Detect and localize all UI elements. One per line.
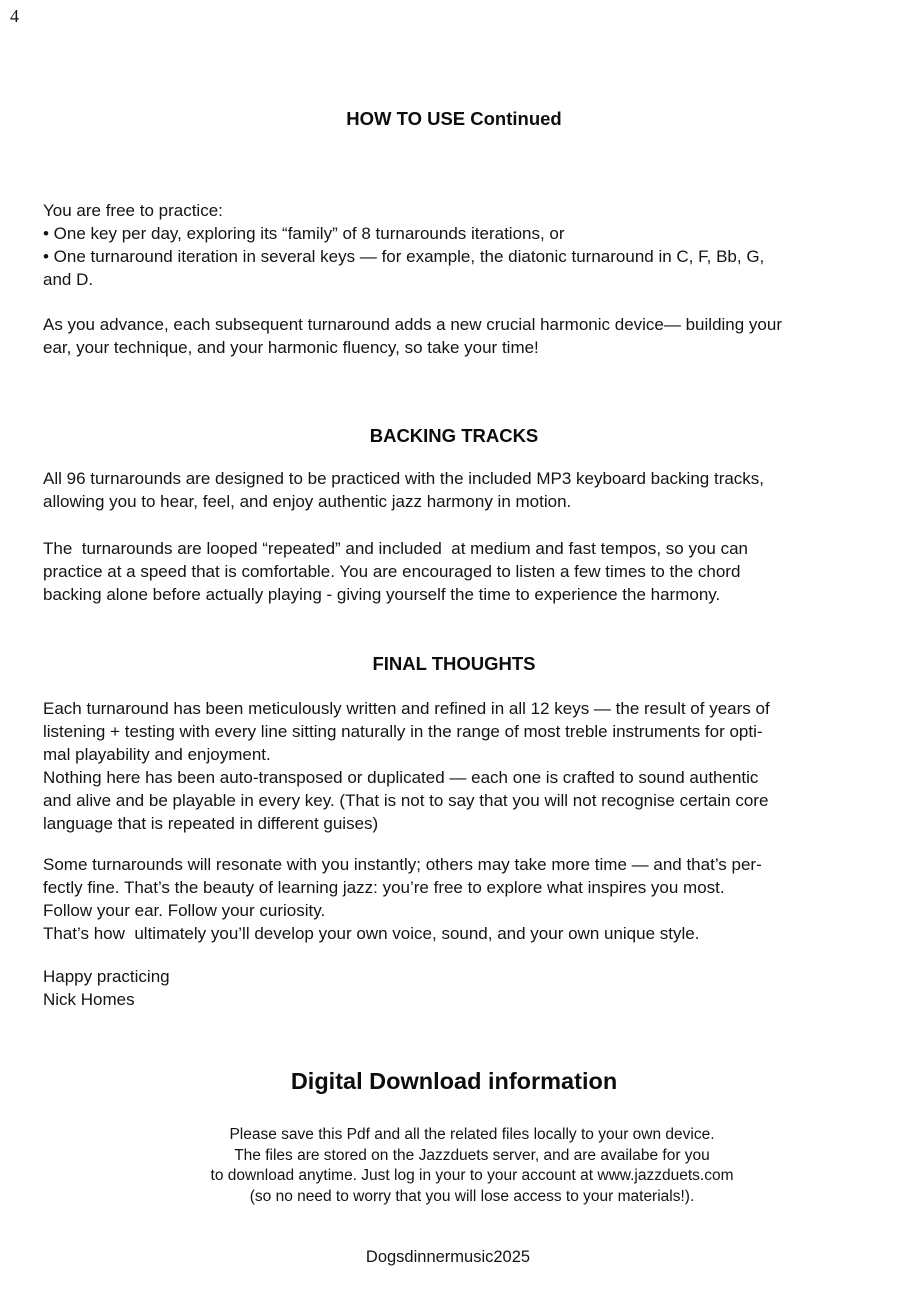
paragraph-advance	[43, 313, 782, 359]
text-line: Follow your ear. Follow your curiosity.	[43, 901, 326, 920]
text-line: The turnarounds are looped “repeated” and included at medium and fast tempos, so you can	[43, 539, 748, 558]
paragraph-download-info	[38, 1125, 906, 1208]
paragraph-backing-tracks-2	[43, 537, 748, 606]
paragraph-final-thoughts-2	[43, 853, 762, 945]
text-line: Please save this Pdf and all the related files locally to your own device.	[229, 1126, 715, 1143]
bullet-line: • One key per day, exploring its “family” of 8 turnarounds iterations, or	[43, 224, 565, 243]
text-line: mal playability and enjoyment.	[43, 745, 271, 764]
section-heading-digital-download: Digital Download information	[290, 1068, 618, 1094]
footer-text: Dogsdinnermusic2025	[365, 1248, 531, 1266]
text-line: language that is repeated in different guises)	[43, 814, 379, 833]
text-line: practice at a speed that is comfortable. You are encouraged to listen a few times to the chord	[43, 562, 741, 581]
text-line: Each turnaround has been meticulously written and refined in all 12 keys — the result of years of	[43, 699, 770, 718]
text-line: Nothing here has been auto-transposed or duplicated — each one is crafted to sound authentic	[43, 768, 759, 787]
author-name: Nick Homes	[43, 990, 135, 1009]
text-line: That’s how ultimately you’ll develop your own voice, sound, and your own unique style.	[43, 924, 700, 943]
page-number: 4	[10, 6, 19, 26]
text-line: The files are stored on the Jazzduets server, and are availabe for you	[234, 1146, 710, 1164]
text-line: and D.	[43, 270, 94, 289]
text-line: ear, your technique, and your harmonic fluency, so take your time!	[43, 338, 539, 357]
paragraph-backing-tracks-1	[43, 467, 764, 513]
text-line: (so no need to worry that you will lose access to your materials!).	[249, 1188, 695, 1206]
footer	[0, 1246, 908, 1269]
text-line: fectly fine. That’s the beauty of learning jazz: you’re free to explore what inspires you most.	[43, 878, 725, 897]
bullet-line: • One turnaround iteration in several keys — for example, the diatonic turnaround in C, F, Bb, G,	[43, 247, 765, 266]
text-line-with-url: to download anytime. Just log in your to your account at www.jazzduets.com	[210, 1167, 734, 1185]
section-heading-backing-tracks: BACKING TRACKS	[369, 425, 539, 446]
text-line: and alive and be playable in every key. (That is not to say that you will not recognise certain core	[43, 791, 769, 810]
paragraph-final-thoughts-1	[43, 697, 770, 835]
text-line: allowing you to hear, feel, and enjoy authentic jazz harmony in motion.	[43, 492, 572, 511]
section-heading-how-to-use: HOW TO USE Continued	[346, 108, 562, 129]
text-line: listening + testing with every line sitting naturally in the range of most treble instruments for opti-	[43, 722, 763, 741]
text-line: You are free to practice:	[43, 201, 223, 220]
text-line: backing alone before actually playing - giving yourself the time to experience the harmony.	[43, 585, 721, 604]
text-line: Some turnarounds will resonate with you instantly; others may take more time — and that’s per-	[43, 855, 762, 874]
signoff	[43, 965, 170, 1011]
section-heading-final-thoughts: FINAL THOUGHTS	[372, 653, 536, 674]
paragraph-practice-options	[43, 199, 764, 291]
signoff-line: Happy practicing	[43, 967, 170, 986]
text-line: As you advance, each subsequent turnaround adds a new crucial harmonic device— building your	[43, 315, 783, 334]
text-line: All 96 turnarounds are designed to be practiced with the included MP3 keyboard backing tracks,	[43, 469, 765, 488]
